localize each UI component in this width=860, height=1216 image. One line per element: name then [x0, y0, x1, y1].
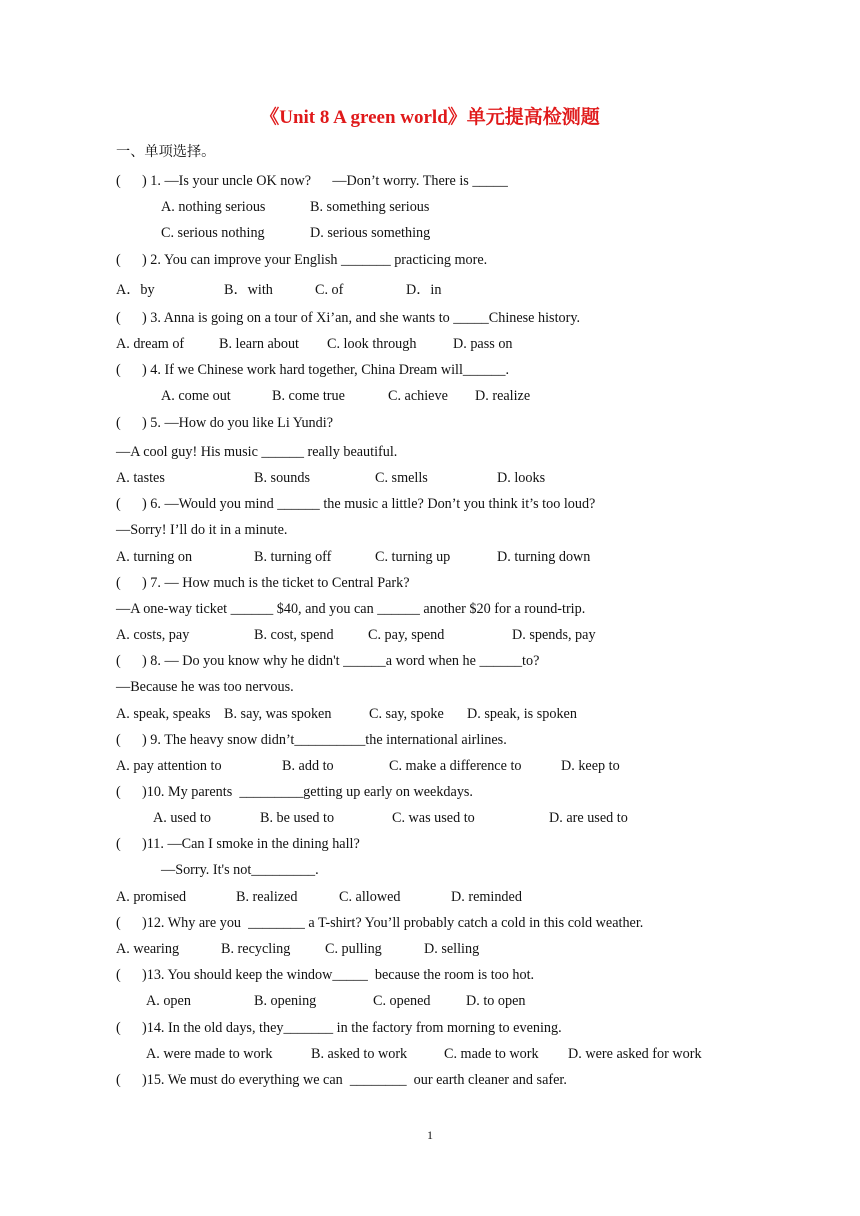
- q13-option-b: B. opening: [254, 993, 317, 1009]
- q3-option-a: A. dream of: [116, 336, 185, 352]
- q6-option-c: C. turning up: [375, 549, 451, 565]
- q8-option-a: A. speak, speaks: [116, 706, 211, 722]
- q9-option-a: A. pay attention to: [116, 758, 222, 774]
- q5-option-a: A. tastes: [116, 470, 165, 486]
- question-6-stem: ( ) 6. —Would you mind ______ the music a little? Don’t you think it’s too loud?: [116, 496, 596, 512]
- q11-option-b: B. realized: [236, 889, 298, 905]
- q14-option-b: B. asked to work: [311, 1046, 408, 1062]
- question-14-stem: ( )14. In the old days, they_______ in the factory from morning to evening.: [116, 1020, 562, 1036]
- q6-answer-line: —Sorry! I’ll do it in a minute.: [116, 522, 288, 538]
- q8-option-c: C. say, spoke: [369, 706, 444, 722]
- document-title: 《Unit 8 A green world》单元提高检测题: [260, 107, 600, 128]
- q5-option-b: B. sounds: [254, 470, 310, 486]
- question-2-stem: ( ) 2. You can improve your English _______ practicing more.: [116, 252, 488, 268]
- question-13-stem: ( )13. You should keep the window_____ because the room is too hot.: [116, 967, 535, 983]
- q7-option-b: B. cost, spend: [254, 627, 334, 643]
- q14-option-d: D. were asked for work: [568, 1046, 702, 1062]
- q10-option-c: C. was used to: [392, 810, 475, 826]
- q1-option-d: D. serious something: [310, 225, 431, 241]
- question-7-stem: ( ) 7. — How much is the ticket to Central Park?: [116, 575, 410, 591]
- q6-option-d: D. turning down: [497, 549, 591, 565]
- q10-option-d: D. are used to: [549, 810, 628, 826]
- q12-option-a: A. wearing: [116, 941, 180, 957]
- q10-option-b: B. be used to: [260, 810, 335, 826]
- q4-option-b: B. come true: [272, 388, 345, 404]
- q1-option-b: B. something serious: [310, 199, 430, 215]
- q11-option-a: A. promised: [116, 889, 187, 905]
- q5-option-c: C. smells: [375, 470, 428, 486]
- q11-option-d: D. reminded: [451, 889, 522, 905]
- q6-option-a: A. turning on: [116, 549, 193, 565]
- q6-option-b: B. turning off: [254, 549, 332, 565]
- q11-answer-line: —Sorry. It's not_________.: [161, 862, 319, 878]
- q7-answer-line: —A one-way ticket ______ $40, and you can ______ another $20 for a round-trip.: [116, 601, 586, 617]
- q11-option-c: C. allowed: [339, 889, 401, 905]
- q1-option-a: A. nothing serious: [161, 199, 266, 215]
- q9-option-d: D. keep to: [561, 758, 620, 774]
- q2-option-c: C. of: [315, 282, 344, 298]
- q10-option-a: A. used to: [153, 810, 211, 826]
- question-3-stem: ( ) 3. Anna is going on a tour of Xi’an, and she wants to _____Chinese history.: [116, 310, 581, 326]
- q13-option-c: C. opened: [373, 993, 431, 1009]
- q3-option-d: D. pass on: [453, 336, 513, 352]
- q2-option-d: D．in: [406, 282, 442, 298]
- q12-option-c: C. pulling: [325, 941, 382, 957]
- q7-option-c: C. pay, spend: [368, 627, 445, 643]
- q12-option-d: D. selling: [424, 941, 480, 957]
- question-9-stem: ( ) 9. The heavy snow didn’t__________the international airlines.: [116, 732, 507, 748]
- q14-option-a: A. were made to work: [146, 1046, 273, 1062]
- q8-option-b: B. say, was spoken: [224, 706, 332, 722]
- question-12-stem: ( )12. Why are you ________ a T-shirt? You’ll probably catch a cold in this cold weather.: [116, 915, 644, 931]
- question-1-stem: ( ) 1. —Is your uncle OK now? —Don’t worry. There is _____: [116, 173, 508, 189]
- q3-option-c: C. look through: [327, 336, 417, 352]
- q8-answer-line: —Because he was too nervous.: [116, 679, 294, 695]
- q9-option-b: B. add to: [282, 758, 334, 774]
- q4-option-c: C. achieve: [388, 388, 448, 404]
- q8-option-d: D. speak, is spoken: [467, 706, 577, 722]
- question-8-stem: ( ) 8. — Do you know why he didn't ______a word when he ______to?: [116, 653, 540, 669]
- page-number: 1: [427, 1128, 433, 1142]
- q12-option-b: B. recycling: [221, 941, 291, 957]
- section-heading: 一、单项选择。: [116, 144, 216, 160]
- question-5-stem: ( ) 5. —How do you like Li Yundi?: [116, 415, 333, 431]
- q7-option-d: D. spends, pay: [512, 627, 596, 643]
- q13-option-a: A. open: [146, 993, 191, 1009]
- q13-option-d: D. to open: [466, 993, 526, 1009]
- question-11-stem: ( )11. —Can I smoke in the dining hall?: [116, 836, 360, 852]
- q5-option-d: D. looks: [497, 470, 546, 486]
- question-15-stem: ( )15. We must do everything we can ________ our earth cleaner and safer.: [116, 1072, 567, 1088]
- question-4-stem: ( ) 4. If we Chinese work hard together, China Dream will______.: [116, 362, 510, 378]
- q5-answer-line: —A cool guy! His music ______ really beautiful.: [116, 444, 398, 460]
- q4-option-d: D. realize: [475, 388, 531, 404]
- q2-option-b: B．with: [224, 282, 273, 298]
- q1-option-c: C. serious nothing: [161, 225, 265, 241]
- q9-option-c: C. make a difference to: [389, 758, 522, 774]
- q7-option-a: A. costs, pay: [116, 627, 190, 643]
- q2-option-a: A．by: [116, 282, 155, 298]
- q4-option-a: A. come out: [161, 388, 231, 404]
- question-10-stem: ( )10. My parents _________getting up early on weekdays.: [116, 784, 473, 800]
- q3-option-b: B. learn about: [219, 336, 299, 352]
- q14-option-c: C. made to work: [444, 1046, 539, 1062]
